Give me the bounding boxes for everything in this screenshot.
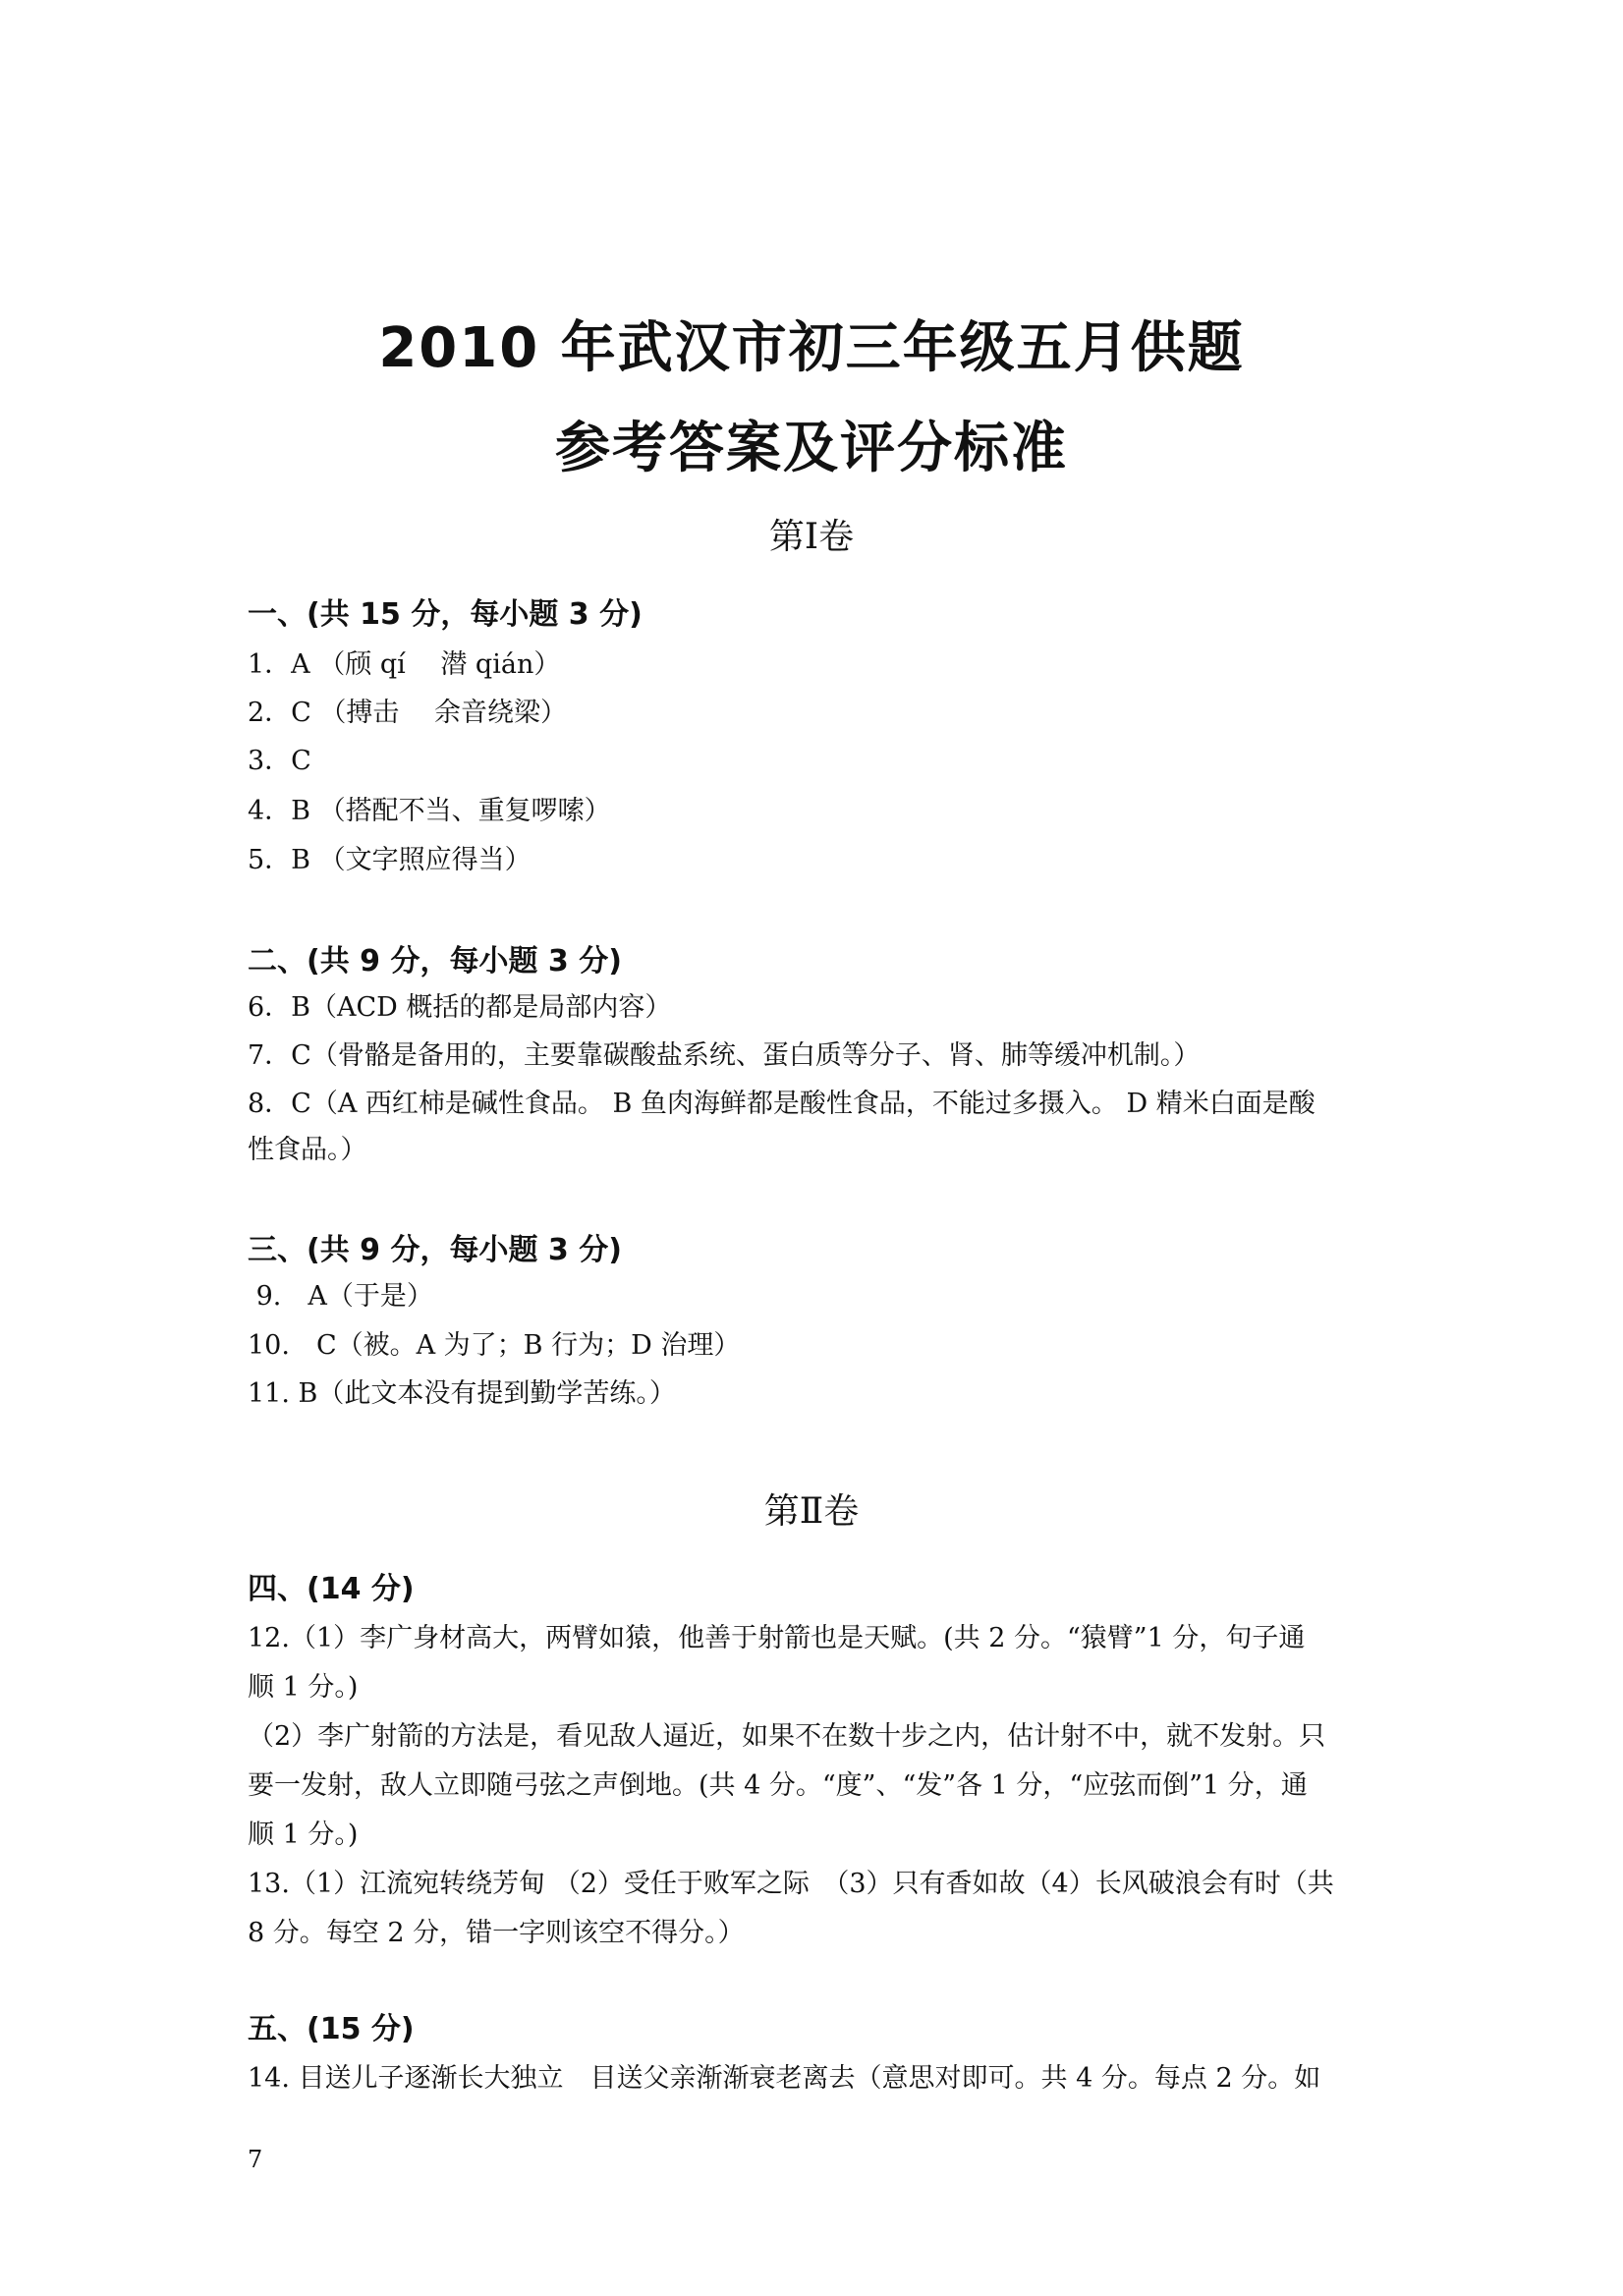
answer-line: 3．C [248, 746, 311, 776]
section-4-heading: 四、(14 分) [248, 1572, 415, 1606]
answer-line: 13.（1）江流宛转绕芳甸 （2）受任于败军之际 （3）只有香如故（4）长风破浪会有时（共 [248, 1869, 1334, 1899]
answer-line: 11. B（此文本没有提到勤学苦练。） [248, 1378, 676, 1409]
answer-line: 4．B （搭配不当、重复啰嗦） [248, 796, 611, 826]
section-2-heading: 二、(共 9 分，每小题 3 分) [248, 944, 622, 979]
section-5-heading: 五、(15 分) [248, 2012, 415, 2046]
answer-line: 8 分。每空 2 分，错一字则该空不得分。） [248, 1918, 745, 1948]
section-1-heading: 一、(共 15 分，每小题 3 分) [248, 597, 643, 632]
answer-line: 2．C （搏击 余音绕梁） [248, 698, 568, 728]
page-number: 7 [248, 2146, 263, 2173]
page-title: 2010 年武汉市初三年级五月供题 [378, 316, 1245, 380]
answer-line: 8．C（A 西红柿是碱性食品。 B 鱼肉海鲜都是酸性食品，不能过多摄入。 D 精米白面是酸 [248, 1089, 1315, 1119]
section-3-heading: 三、(共 9 分，每小题 3 分) [248, 1233, 622, 1267]
answer-line: 10. C（被。A 为了；B 行为；D 治理） [248, 1330, 741, 1361]
answer-line: 6．B（ACD 概括的都是局部内容） [248, 992, 672, 1023]
answer-line: 1．A （颀 qí 潜 qián） [248, 649, 561, 680]
answer-line: 9. A（于是） [248, 1281, 433, 1312]
answer-line: 12.（1）李广身材高大，两臂如猿，他善于射箭也是天赋。(共 2 分。“猿臂”1 分，句子通 [248, 1623, 1306, 1653]
page-subtitle: 参考答案及评分标准 [555, 417, 1068, 480]
answer-line: 顺 1 分。) [248, 1672, 359, 1703]
answer-line: 14. 目送儿子逐渐长大独立 目送父亲渐渐衰老离去（意思对即可。共 4 分。每点 2 分。如 [248, 2063, 1321, 2094]
answer-line: 要一发射，敌人立即随弓弦之声倒地。(共 4 分。“度”、“发”各 1 分，“应弦而倒”1 分，通 [248, 1770, 1308, 1801]
volume-2-label: 第Ⅱ卷 [763, 1491, 860, 1532]
answer-line: 5．B （文字照应得当） [248, 845, 532, 875]
answer-line: 性食品。） [248, 1135, 367, 1165]
answer-line: 顺 1 分。) [248, 1820, 359, 1850]
answer-line: 7．C（骨骼是备用的，主要靠碳酸盐系统、蛋白质等分子、肾、肺等缓冲机制。） [248, 1040, 1201, 1071]
answer-line: （2）李广射箭的方法是，看见敌人逼近，如果不在数十步之内，估计射不中，就不发射。只 [248, 1721, 1326, 1752]
volume-1-label: 第Ⅰ卷 [768, 517, 855, 557]
